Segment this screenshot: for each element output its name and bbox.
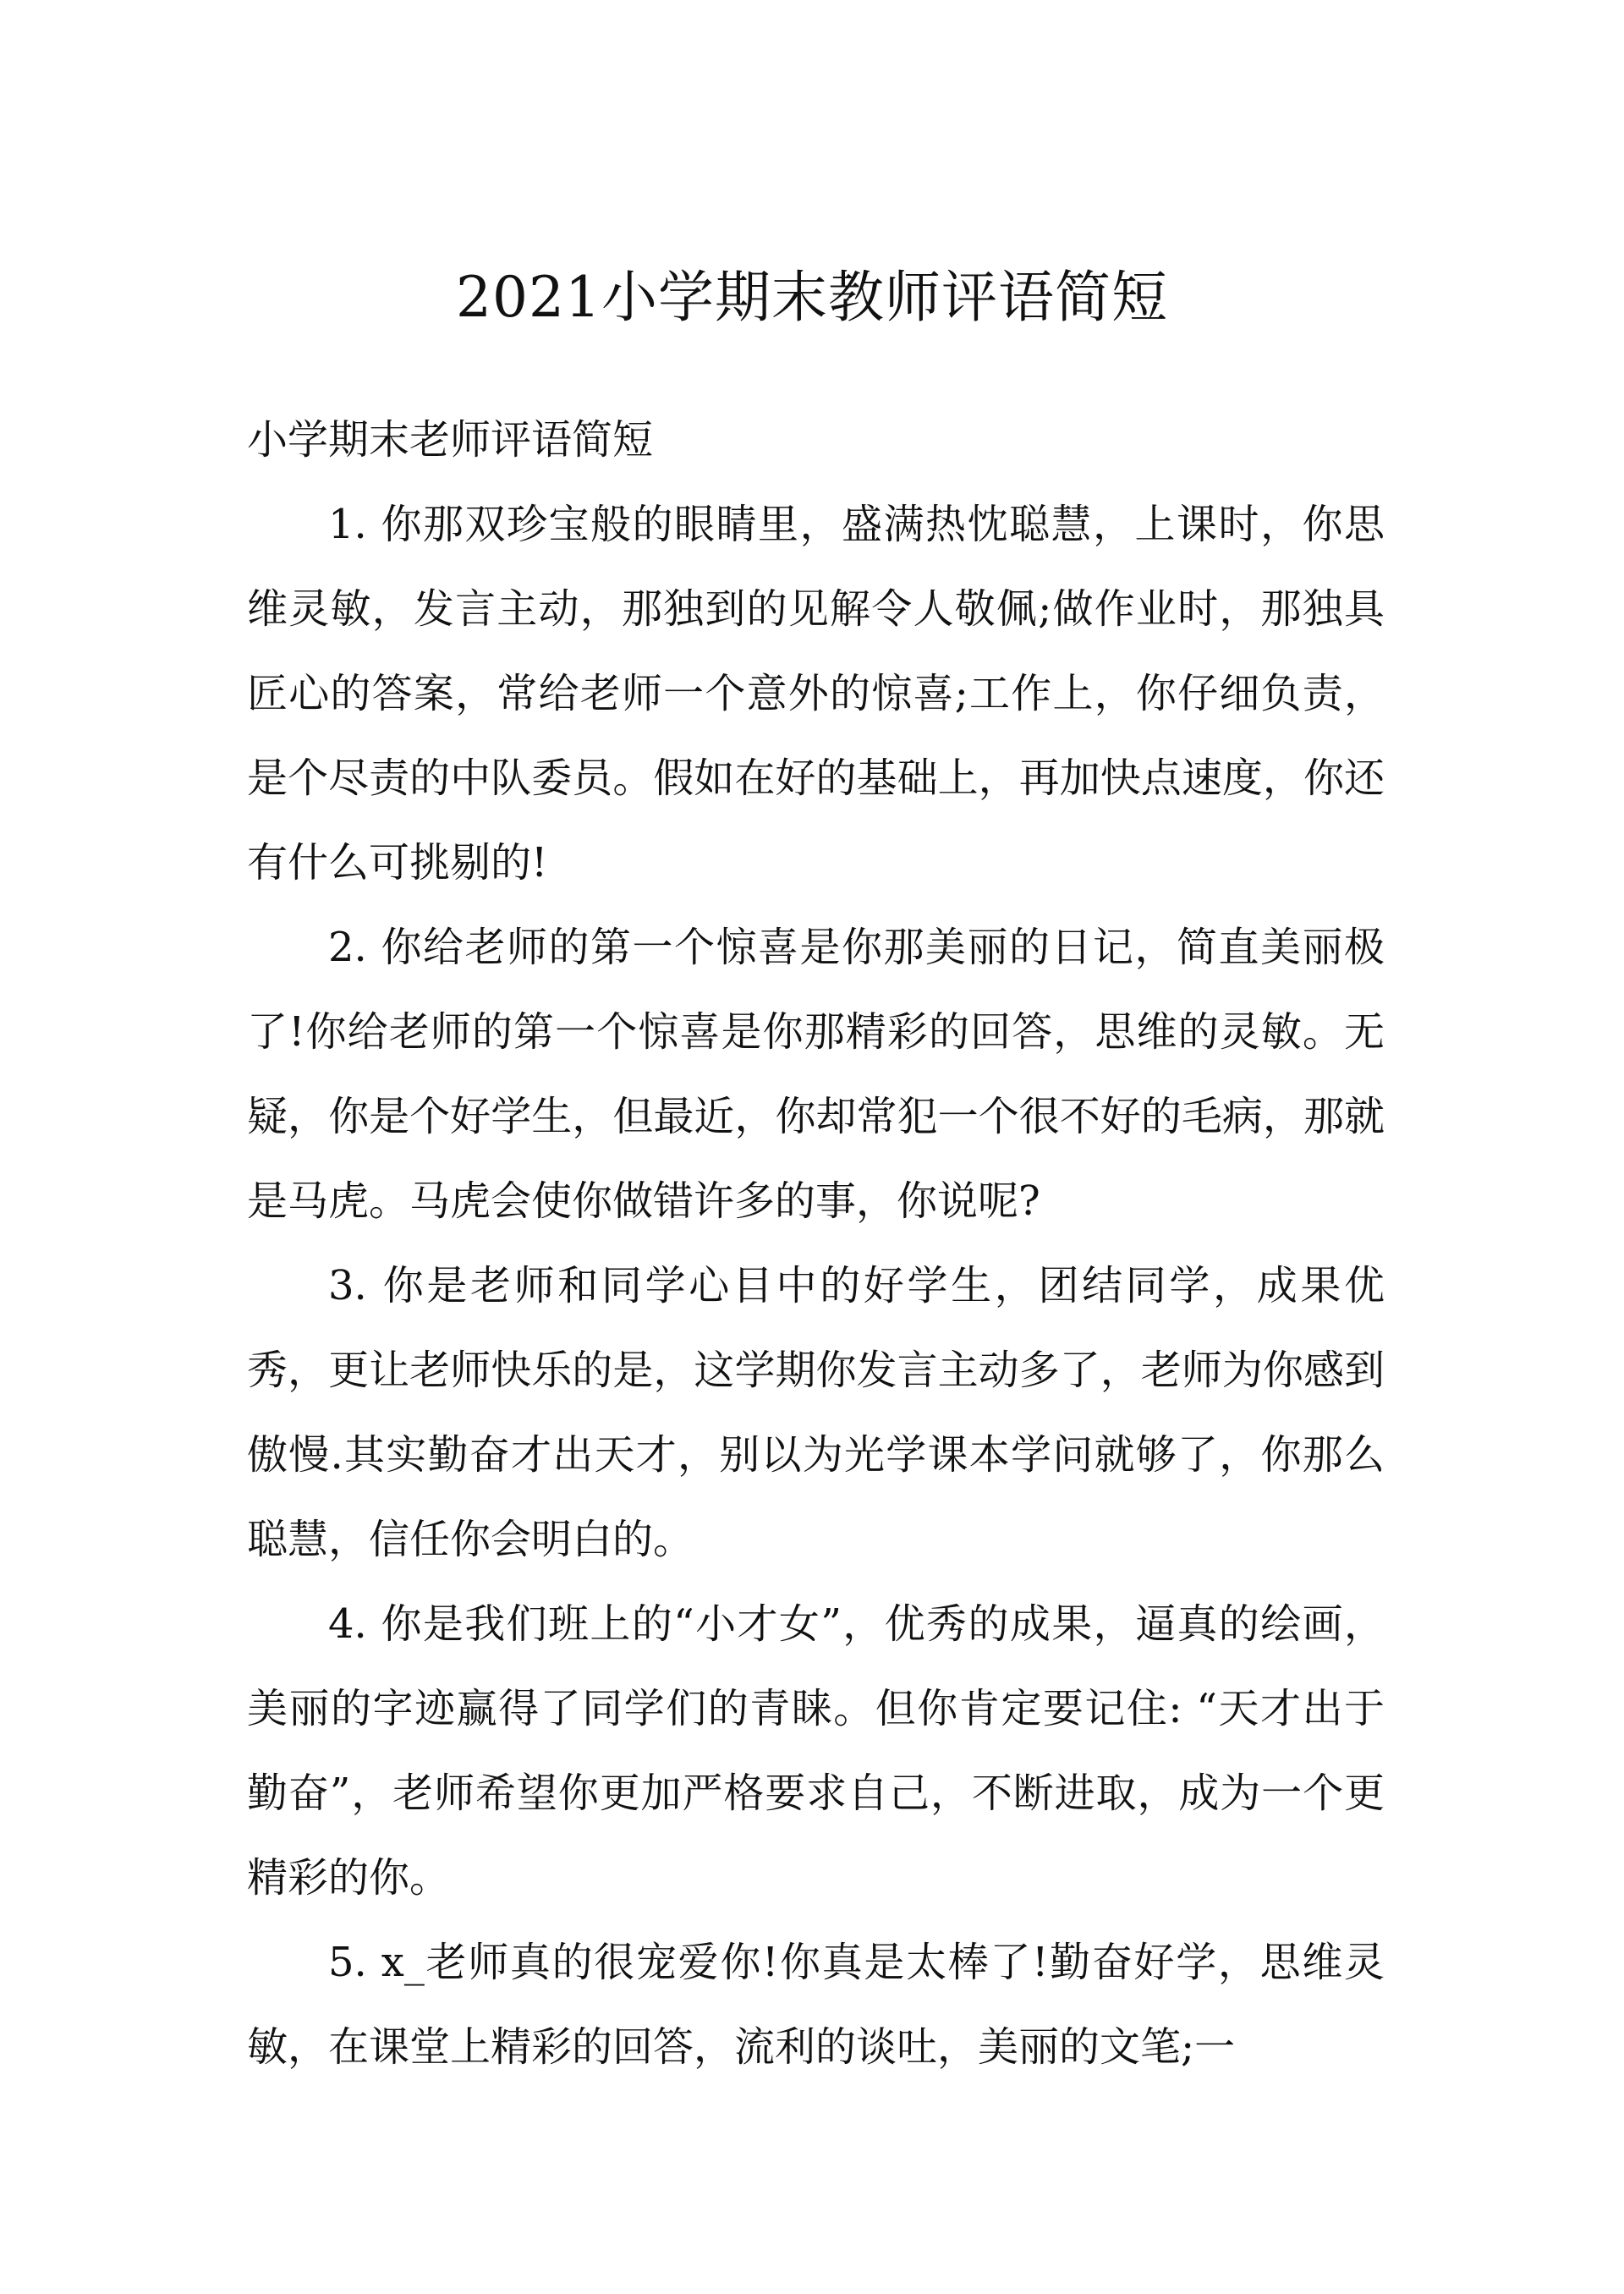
comment-paragraph-2: 2. 你给老师的第一个惊喜是你那美丽的日记，简直美丽极了!你给老师的第一个惊喜是你那精彩的回答，思维的灵敏。无疑，你是个好学生，但最近，你却常犯一个很不好的毛病，那就是马虎。马虎会使你做错许多的事，你说呢? (247, 924, 1385, 1225)
comment-paragraph-4: 4. 你是我们班上的“小才女”，优秀的成果，逼真的绘画，美丽的字迹赢得了同学们的青睐。但你肯定要记住: “天才出于勤奋”，老师希望你更加严格要求自己，不断进取，成为一个更精彩的你。 (247, 1600, 1385, 1902)
document-title: 2021小学期末教师评语简短 (456, 265, 1168, 330)
comment-paragraph-1: 1. 你那双珍宝般的眼睛里，盛满热忱聪慧，上课时，你思维灵敏，发言主动，那独到的见解令人敬佩;做作业时，那独具匠心的答案，常给老师一个意外的惊喜;工作上，你仔细负责，是个尽责的中队委员。假如在好的基础上，再加快点速度，你还有什么可挑剔的! (247, 501, 1385, 886)
comment-paragraph-5: 5. x_老师真的很宠爱你!你真是太棒了!勤奋好学，思维灵敏，在课堂上精彩的回答，流利的谈吐，美丽的文笔;一 (247, 1939, 1385, 2071)
document-subtitle: 小学期末老师评语简短 (247, 416, 654, 464)
comment-paragraph-3: 3. 你是老师和同学心目中的好学生，团结同学，成果优秀，更让老师快乐的是，这学期你发言主动多了，老师为你感到傲慢.其实勤奋才出天才，别以为光学课本学问就够了，你那么聪慧，信任你会明白的。 (247, 1262, 1385, 1563)
document-body (247, 398, 1385, 2089)
